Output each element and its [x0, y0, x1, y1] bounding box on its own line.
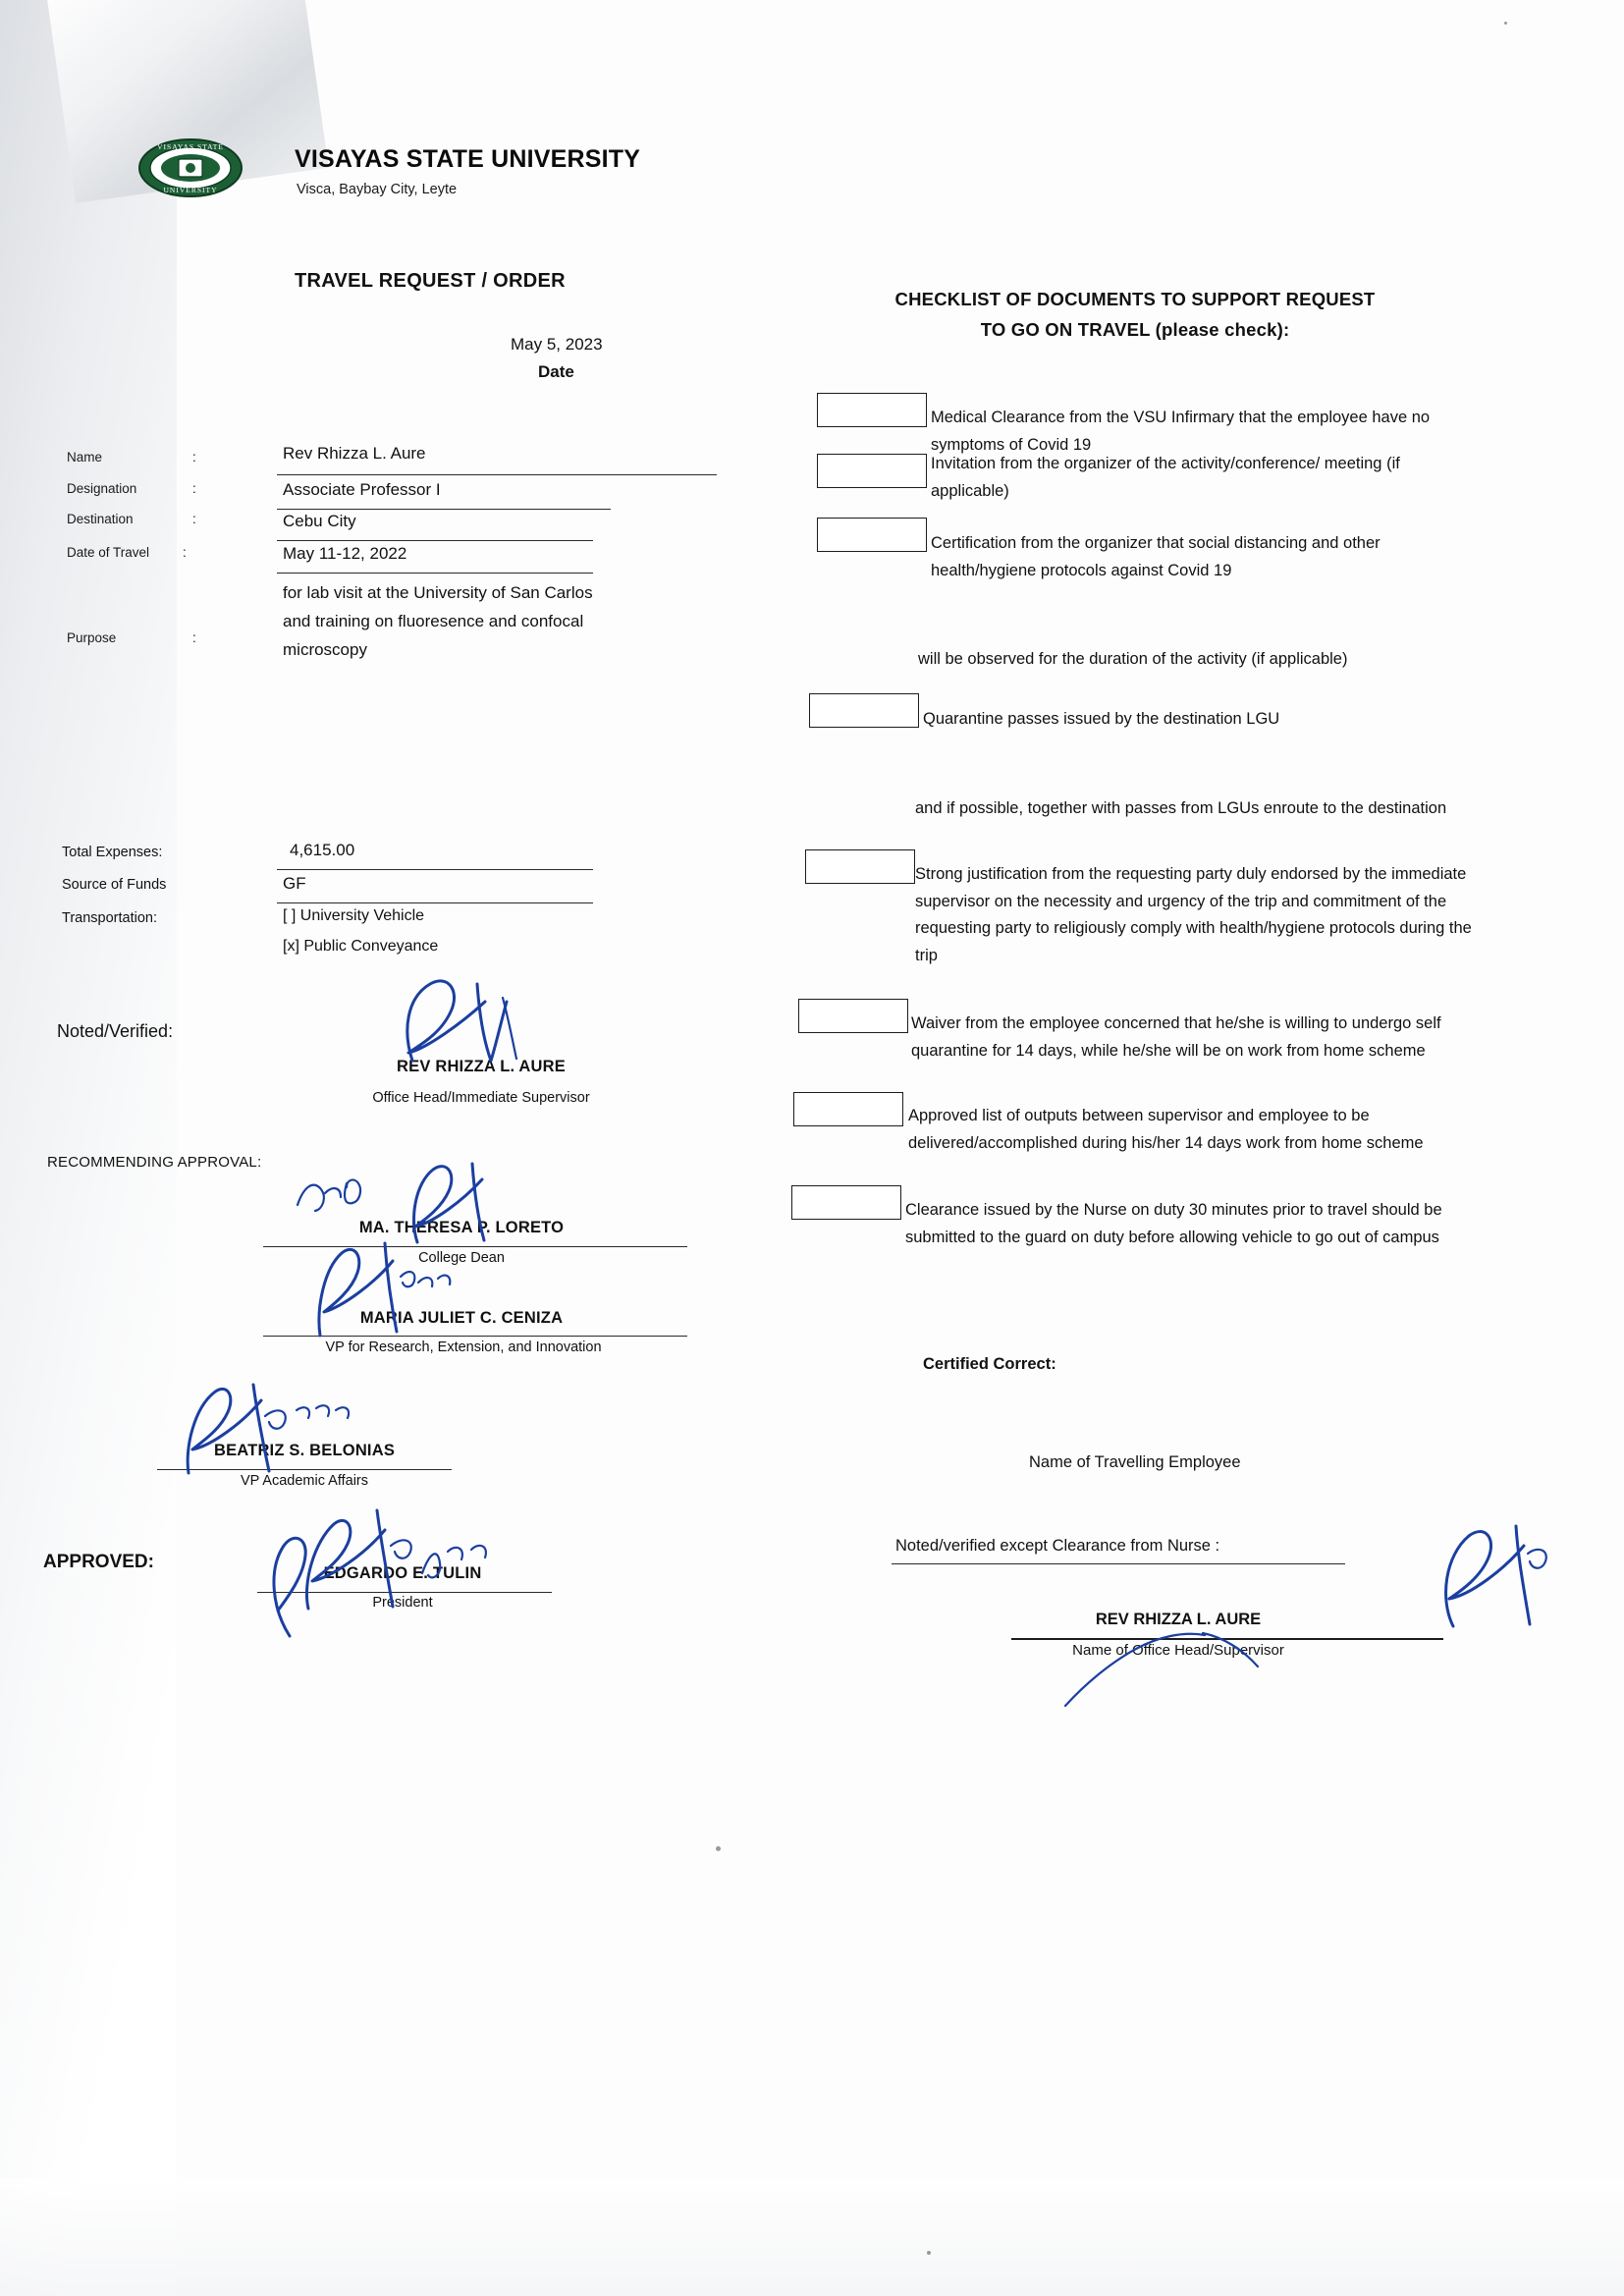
source-of-funds-rule: [277, 902, 593, 903]
scan-speck: [716, 1846, 721, 1851]
checklist-checkbox-nurse-clearance[interactable]: [791, 1185, 901, 1220]
checklist-checkbox-quarantine-passes[interactable]: [809, 693, 919, 728]
transportation-option-public-conveyance[interactable]: [x] Public Conveyance: [283, 938, 439, 955]
signatory-rule-college-dean: [263, 1246, 687, 1247]
noted-verified-label: Noted/Verified:: [57, 1021, 174, 1041]
checklist-checkbox-waiver[interactable]: [798, 999, 908, 1033]
name-rule: [277, 474, 717, 475]
date-of-travel-value: May 11-12, 2022: [283, 544, 407, 563]
scan-speck: [1504, 22, 1507, 25]
designation-value: Associate Professor I: [283, 480, 441, 499]
certification-office-head-role: Name of Office Head/Supervisor: [1072, 1642, 1284, 1659]
checklist-checkbox-invitation[interactable]: [817, 454, 927, 488]
university-address: Visca, Baybay City, Leyte: [297, 182, 458, 197]
designation-rule: [277, 509, 611, 510]
signature-ink-certification-lower: [1056, 1615, 1301, 1723]
destination-rule: [277, 540, 593, 541]
name-label: Name: [67, 450, 103, 465]
certification-office-head-rule: [1011, 1638, 1443, 1640]
name-colon: :: [192, 450, 196, 465]
noted-verified-except-rule: [892, 1563, 1345, 1564]
signatory-role-college-dean: College Dean: [418, 1250, 505, 1266]
signatory-role-vp-research: VP for Research, Extension, and Innovation: [325, 1339, 602, 1355]
destination-value: Cebu City: [283, 512, 356, 530]
checklist-item-lgu-passes: and if possible, together with passes from LGUs enroute to the destination: [915, 799, 1447, 817]
date-of-travel-colon: :: [183, 545, 187, 560]
signatory-rule-vp-academic: [157, 1469, 452, 1470]
checklist-item-strong-justification: Strong justification from the requesting party duly endorsed by the immediate supervisor on the necessity and urgency of the trip and commitment of the requesting party to religiously comply with health/hygiene protocols during the trip: [915, 865, 1472, 964]
checklist-item-quarantine-passes: Quarantine passes issued by the destination LGU: [923, 710, 1280, 728]
svg-text:VISAYAS STATE: VISAYAS STATE: [157, 142, 224, 151]
source-of-funds-value: GF: [283, 874, 306, 893]
university-seal-icon: [137, 137, 244, 198]
designation-label: Designation: [67, 481, 137, 496]
total-expenses-label: Total Expenses:: [62, 845, 163, 860]
checklist-checkbox-medical-clearance[interactable]: [817, 393, 927, 427]
document-date-value: May 5, 2023: [511, 335, 603, 354]
signatory-name-vp-academic: BEATRIZ S. BELONIAS: [213, 1442, 396, 1459]
signature-ink-vp-academic: [167, 1365, 393, 1483]
university-name: VISAYAS STATE UNIVERSITY: [295, 145, 641, 173]
svg-text:UNIVERSITY: UNIVERSITY: [163, 186, 218, 194]
total-expenses-rule: [277, 869, 593, 870]
scan-bottom-shadow: [0, 2178, 1624, 2296]
source-of-funds-label: Source of Funds: [62, 877, 167, 893]
checklist-item-nurse-clearance: Clearance issued by the Nurse on duty 30 minutes prior to travel should be submitted to the guard on duty before allowing vehicle to go out of campus: [905, 1201, 1442, 1246]
checklist-item-medical-clearance: Medical Clearance from the VSU Infirmary that the employee have no symptoms of Covid 19: [931, 409, 1431, 454]
signatory-rule-president: [257, 1592, 552, 1593]
checklist-item-invitation: Invitation from the organizer of the activity/conference/ meeting (if applicable): [931, 455, 1400, 500]
signatory-name-office-head: REV RHIZZA L. AURE: [397, 1058, 566, 1075]
scan-edge-shadow: [0, 0, 177, 2296]
certified-correct-label: Certified Correct:: [923, 1355, 1056, 1373]
signatory-role-president: President: [372, 1595, 433, 1611]
checklist-item-certification: Certification from the organizer that social distancing and other health/hygiene protocols against Covid 19: [931, 534, 1380, 579]
recommending-approval-label: RECOMMENDING APPROVAL:: [47, 1154, 262, 1171]
name-of-travelling-employee-label: Name of Travelling Employee: [1029, 1453, 1241, 1471]
purpose-colon: :: [192, 630, 196, 645]
checklist-title-line1: CHECKLIST OF DOCUMENTS TO SUPPORT REQUEST: [894, 289, 1376, 309]
signatory-name-college-dean: MA. THERESA P. LORETO: [358, 1219, 565, 1236]
form-title: TRAVEL REQUEST / ORDER: [295, 270, 566, 292]
checklist-item-approved-outputs: Approved list of outputs between supervisor and employee to be delivered/accomplished during his/her 14 days work from home scheme: [908, 1107, 1424, 1152]
total-expenses-value: 4,615.00: [290, 841, 355, 859]
date-of-travel-rule: [277, 573, 593, 574]
name-value: Rev Rhizza L. Aure: [283, 444, 426, 463]
destination-label: Destination: [67, 512, 134, 526]
signatory-rule-vp-research: [263, 1336, 687, 1337]
transportation-option-university-vehicle[interactable]: [ ] University Vehicle: [283, 907, 425, 924]
date-of-travel-label: Date of Travel: [67, 545, 150, 560]
document-date-label: Date: [538, 362, 574, 381]
approved-label: APPROVED:: [43, 1552, 154, 1572]
checklist-checkbox-approved-outputs[interactable]: [793, 1092, 903, 1126]
signatory-name-president: EDGARDO E. TULIN: [323, 1564, 482, 1582]
purpose-label: Purpose: [67, 630, 117, 645]
purpose-value: for lab visit at the University of San Carlos and training on fluoresence and confocal microscopy: [283, 583, 593, 659]
checklist-item-waiver: Waiver from the employee concerned that he/she is willing to undergo self quarantine for 14 days, while he/she will be on work from home scheme: [911, 1014, 1441, 1060]
noted-verified-except-label: Noted/verified except Clearance from Nurse :: [895, 1537, 1220, 1555]
signatory-role-office-head: Office Head/Immediate Supervisor: [372, 1090, 590, 1106]
checklist-title-line2: TO GO ON TRAVEL (please check):: [980, 319, 1290, 340]
checklist-item-observed-duration: will be observed for the duration of the activity (if applicable): [918, 650, 1348, 668]
checklist-checkbox-certification[interactable]: [817, 518, 927, 552]
scan-speck: [927, 2251, 931, 2255]
certification-office-head-name: REV RHIZZA L. AURE: [1095, 1611, 1262, 1628]
checklist-checkbox-strong-justification[interactable]: [805, 849, 915, 884]
designation-colon: :: [192, 481, 196, 496]
signatory-name-vp-research: MARIA JULIET C. CENIZA: [359, 1309, 564, 1327]
transportation-label: Transportation:: [62, 910, 157, 926]
destination-colon: :: [192, 512, 196, 526]
signatory-role-vp-academic: VP Academic Affairs: [240, 1473, 369, 1489]
signature-ink-certification: [1414, 1503, 1610, 1640]
